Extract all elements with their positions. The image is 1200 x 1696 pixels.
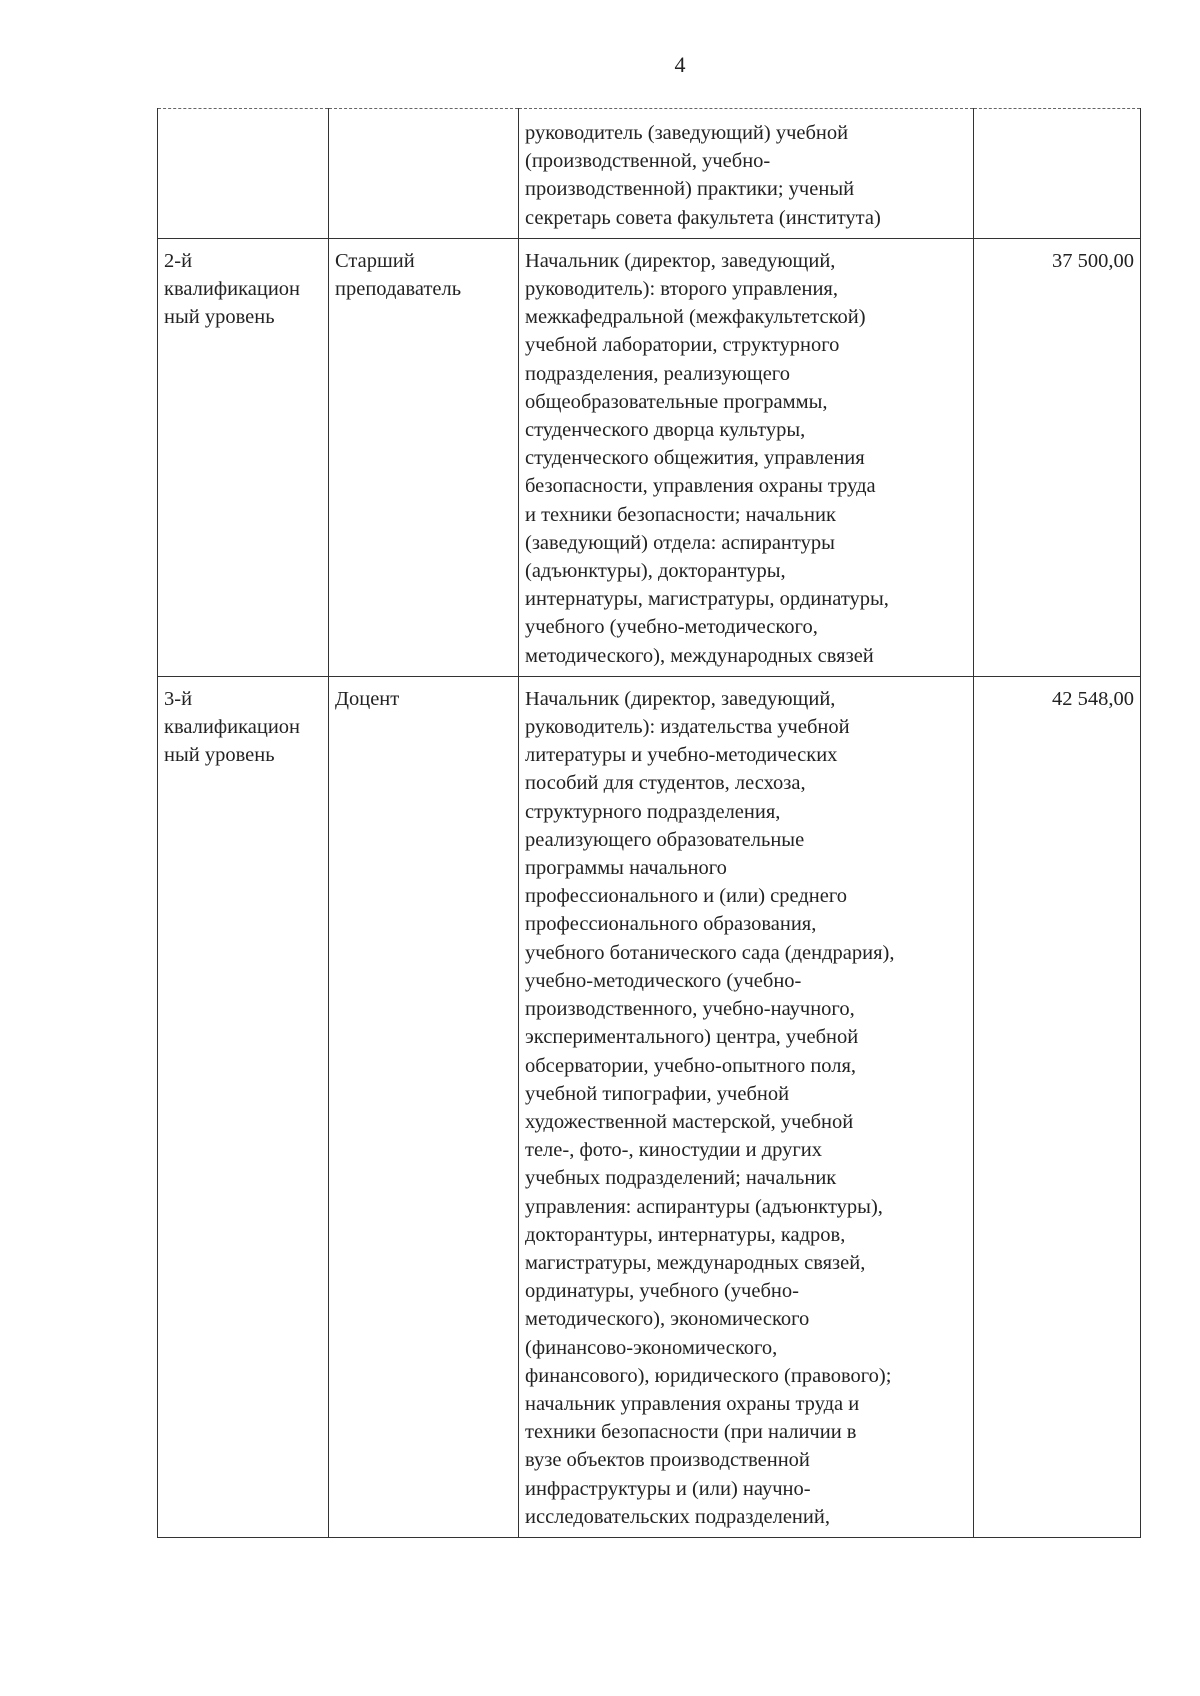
cell-line: реализующего образовательные xyxy=(525,828,805,851)
cell-line: 3-й xyxy=(164,687,193,710)
cell-line: учебного (учебно-методического, xyxy=(525,616,818,639)
cell-line: вузе объектов производственной xyxy=(525,1449,810,1472)
table-row xyxy=(158,238,1141,676)
duties-cell xyxy=(519,676,974,1537)
cell-line: межкафедральной (межфакультетской) xyxy=(525,306,866,329)
cell-line: учебного ботанического сада (дендрария), xyxy=(525,941,895,964)
cell-line: художественной мастерской, учебной xyxy=(525,1110,854,1133)
cell-line: Начальник (директор, заведующий, xyxy=(525,687,836,710)
cell-line: техники безопасности (при наличии в xyxy=(525,1421,857,1444)
cell-line: экспериментального) центра, учебной xyxy=(525,1026,859,1049)
cell-line: обсерватории, учебно-опытного поля, xyxy=(525,1054,857,1077)
cell-line: общеобразовательные программы, xyxy=(525,390,828,413)
salary-cell xyxy=(974,109,1141,239)
cell-line: ный уровень xyxy=(164,306,275,329)
duties-cell xyxy=(519,109,974,239)
cell-line: инфраструктуры и (или) научно- xyxy=(525,1477,811,1500)
cell-line: методического), международных связей xyxy=(525,644,874,667)
table-body xyxy=(158,109,1141,1538)
cell-line: финансового), юридического (правового); xyxy=(525,1364,892,1387)
cell-line: магистратуры, международных связей, xyxy=(525,1251,866,1274)
position-cell xyxy=(329,676,519,1537)
cell-line: секретарь совета факультета (института) xyxy=(525,206,881,229)
cell-line: Начальник (директор, заведующий, xyxy=(525,249,836,272)
position-cell xyxy=(329,109,519,239)
cell-line: руководитель (заведующий) учебной xyxy=(525,122,849,144)
salary-cell: 37 500,00 xyxy=(974,238,1141,676)
cell-line: руководитель): издательства учебной xyxy=(525,716,850,739)
cell-line: студенческого дворца культуры, xyxy=(525,419,806,442)
cell-line: студенческого общежития, управления xyxy=(525,447,865,470)
cell-line: квалификацион xyxy=(164,716,301,739)
cell-line: учебно-методического (учебно- xyxy=(525,969,802,992)
cell-line: методического), экономического xyxy=(525,1308,810,1331)
cell-line: управления: аспирантуры (адъюнктуры), xyxy=(525,1195,883,1218)
cell-line: учебных подразделений; начальник xyxy=(525,1167,837,1190)
cell-line: производственного, учебно-научного, xyxy=(525,998,855,1021)
cell-line: производственной) практики; ученый xyxy=(525,178,855,201)
cell-line: пособий для студентов, лесхоза, xyxy=(525,772,806,795)
cell-line: (адъюнктуры), докторантуры, xyxy=(525,560,786,583)
cell-line: структурного подразделения, xyxy=(525,800,781,823)
cell-line: Старший xyxy=(335,249,415,272)
qualification-table xyxy=(157,108,1141,1538)
level-cell xyxy=(158,676,329,1537)
cell-line: программы начального xyxy=(525,857,727,880)
cell-line: руководитель): второго управления, xyxy=(525,278,838,301)
cell-line: докторантуры, интернатуры, кадров, xyxy=(525,1223,846,1246)
cell-line: исследовательских подразделений, xyxy=(525,1505,830,1528)
table-row xyxy=(158,676,1141,1537)
cell-line: Доцент xyxy=(335,687,400,710)
cell-line: теле-, фото-, киностудии и других xyxy=(525,1139,823,1162)
cell-line: 2-й xyxy=(164,249,193,272)
cell-line: учебной лаборатории, структурного xyxy=(525,334,840,357)
cell-line: учебной типографии, учебной xyxy=(525,1082,790,1105)
cell-line: преподаватель xyxy=(335,278,462,301)
cell-line: ординатуры, учебного (учебно- xyxy=(525,1280,799,1303)
cell-line: (финансово-экономического, xyxy=(525,1336,778,1359)
level-cell xyxy=(158,109,329,239)
cell-line: (производственной, учебно- xyxy=(525,150,771,173)
cell-line: ный уровень xyxy=(164,744,275,767)
cell-line: профессионального образования, xyxy=(525,913,817,936)
cell-line: профессионального и (или) среднего xyxy=(525,885,847,908)
cell-line: квалификацион xyxy=(164,278,301,301)
cell-line: начальник управления охраны труда и xyxy=(525,1392,860,1415)
cell-line: подразделения, реализующего xyxy=(525,362,790,385)
cell-line: интернатуры, магистратуры, ординатуры, xyxy=(525,588,889,611)
cell-line: безопасности, управления охраны труда xyxy=(525,475,876,498)
cell-line: и техники безопасности; начальник xyxy=(525,503,836,526)
duties-cell xyxy=(519,238,974,676)
salary-cell: 42 548,00 xyxy=(974,676,1141,1537)
level-cell xyxy=(158,238,329,676)
page-number: 4 xyxy=(674,52,686,77)
cell-line: литературы и учебно-методических xyxy=(525,744,838,767)
table-row xyxy=(158,109,1141,239)
position-cell xyxy=(329,238,519,676)
cell-line: (заведующий) отдела: аспирантуры xyxy=(525,531,835,554)
